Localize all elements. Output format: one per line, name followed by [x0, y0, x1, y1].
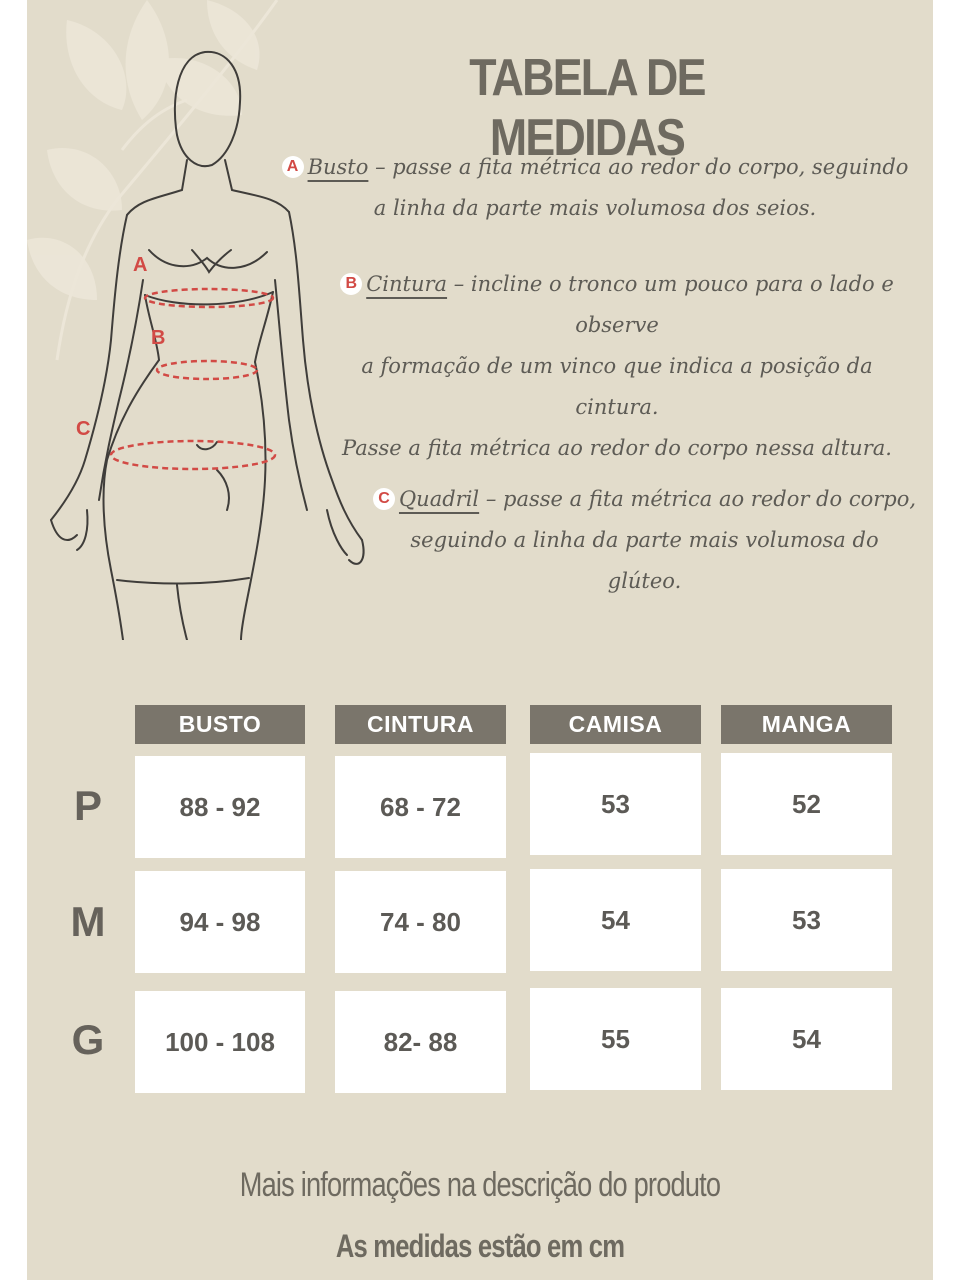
hip-text-2: seguindo a linha da parte mais volumosa do — [410, 528, 879, 552]
cell-g-manga: 54 — [721, 988, 892, 1090]
waist-text-2: observe — [575, 313, 659, 337]
waist-text-1: – incline o tronco um pouco para o lado e — [447, 272, 894, 296]
cell-m-camisa: 54 — [530, 869, 701, 971]
waist-term: Cintura — [366, 272, 448, 296]
cell-m-manga: 53 — [721, 869, 892, 971]
size-label-g: G — [71, 1016, 105, 1063]
marker-a: A — [282, 156, 304, 178]
figure-label-a: A — [133, 254, 148, 276]
header-camisa: CAMISA — [530, 705, 701, 744]
waist-text-4: Passe a fita métrica ao redor do corpo nessa altura. — [342, 436, 892, 460]
footer-units: As medidas estão em cm — [335, 1228, 625, 1264]
cell-g-cintura: 82- 88 — [335, 991, 506, 1093]
figure-label-b: B — [151, 327, 166, 349]
measurement-waist — [317, 264, 917, 469]
cell-g-camisa: 55 — [530, 988, 701, 1090]
cell-p-busto: 88 - 92 — [135, 756, 305, 858]
marker-b: B — [340, 273, 362, 295]
waist-line-1 — [317, 264, 917, 305]
header-busto: BUSTO — [135, 705, 305, 744]
waist-text-3: a formação de um vinco que indica a posição da cintura. — [361, 354, 873, 419]
figure-label-c: C — [76, 418, 91, 440]
header-manga: MANGA — [721, 705, 892, 744]
size-label-m: M — [70, 898, 106, 945]
cell-m-busto: 94 - 98 — [135, 871, 305, 973]
header-cintura: CINTURA — [335, 705, 506, 744]
bust-line-1 — [275, 147, 915, 188]
page-title: TABELA DE MEDIDAS — [469, 49, 705, 167]
measurement-hip — [367, 479, 922, 602]
cell-m-cintura: 74 - 80 — [335, 871, 506, 973]
hip-text-1: – passe a fita métrica ao redor do corpo, — [479, 487, 917, 511]
marker-c: C — [373, 488, 395, 510]
cell-p-cintura: 68 - 72 — [335, 756, 506, 858]
cell-p-manga: 52 — [721, 753, 892, 855]
bust-text-1: – passe a fita métrica ao redor do corpo, seguindo — [368, 155, 909, 179]
hip-term: Quadril — [398, 487, 480, 511]
bust-text-2: a linha da parte mais volumosa dos seios. — [373, 196, 817, 220]
size-label-p: P — [73, 782, 102, 829]
cell-g-busto: 100 - 108 — [135, 991, 305, 1093]
size-chart-card — [27, 0, 933, 1280]
hip-line-1 — [367, 479, 922, 520]
bust-term: Busto — [307, 155, 369, 179]
footer-info: Mais informações na descrição do produto — [239, 1166, 721, 1204]
cell-p-camisa: 53 — [530, 753, 701, 855]
hip-text-3: glúteo. — [607, 569, 682, 593]
measurement-bust — [275, 147, 915, 229]
